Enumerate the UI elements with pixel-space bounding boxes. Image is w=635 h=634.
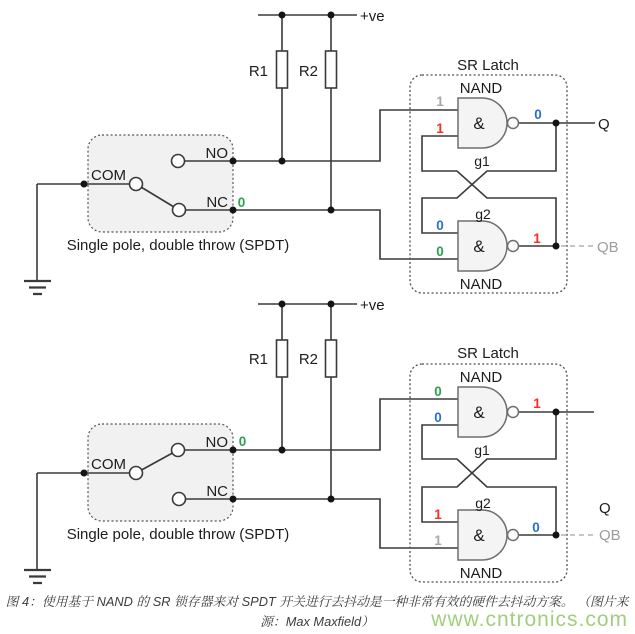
g2-label: g2	[475, 495, 491, 511]
g2-value-in-top: 1	[434, 507, 442, 522]
nand-bottom-label: NAND	[459, 276, 503, 293]
resistor-r1-body	[277, 340, 288, 377]
junction-dot	[328, 207, 335, 214]
ground-icon	[24, 570, 51, 583]
junction-dot	[279, 12, 286, 19]
g2-value-in-bottom: 1	[434, 533, 442, 548]
switch-no-terminal	[172, 155, 185, 168]
g1-invert-bubble	[508, 118, 519, 129]
g2-value-out: 0	[532, 520, 540, 535]
resistor-r1-label: R1	[248, 63, 268, 80]
junction-dot	[230, 447, 237, 454]
q-label: Q	[599, 500, 611, 517]
g1-and-symbol: &	[473, 403, 485, 422]
spdt-label: Single pole, double throw (SPDT)	[66, 526, 290, 543]
g1-value-in-bottom: 0	[434, 410, 442, 425]
junction-dot	[328, 301, 335, 308]
resistor-r2-body	[326, 51, 337, 88]
com-label: COM	[91, 167, 126, 184]
q-node-dot	[553, 120, 560, 127]
resistor-r1-label: R1	[248, 351, 268, 368]
junction-dot	[230, 496, 237, 503]
q-node-dot	[553, 409, 560, 416]
g1-value-in-top: 1	[436, 94, 444, 109]
qb-node-dot	[553, 243, 560, 250]
junction-dot	[328, 12, 335, 19]
g1-and-symbol: &	[473, 114, 485, 133]
g2-label: g2	[475, 206, 491, 222]
g2-invert-bubble	[508, 241, 519, 252]
circuit-2	[24, 297, 621, 583]
switch-com-terminal	[130, 467, 143, 480]
no-label: NO	[205, 145, 228, 162]
ground-icon	[24, 281, 51, 294]
nand-bottom-label: NAND	[459, 565, 503, 582]
g2-and-symbol: &	[473, 237, 485, 256]
resistor-r1-body	[277, 51, 288, 88]
resistor-wires	[282, 304, 331, 499]
junction-dot	[81, 470, 88, 477]
q-label: Q	[598, 116, 610, 133]
sr-latch-title: SR Latch	[457, 345, 519, 362]
switch-nc-terminal	[173, 204, 186, 217]
caption-line-1: 图 4：使用基于 NAND 的 SR 锁存器来对 SPDT 开关进行去抖动是一种非常有效的硬件去抖动方案。 （图片来	[5, 594, 629, 609]
resistor-r2-body	[326, 340, 337, 377]
qb-node-dot	[553, 532, 560, 539]
switch-nc-terminal	[173, 493, 186, 506]
caption-line-2: 源：Max Maxfield）	[260, 614, 374, 629]
circuit-1	[24, 8, 619, 294]
sr-latch-title: SR Latch	[457, 57, 519, 74]
junction-dot	[230, 158, 237, 165]
junction-dot	[279, 158, 286, 165]
g1-invert-bubble	[508, 407, 519, 418]
switch-com-terminal	[130, 178, 143, 191]
nand-top-label: NAND	[459, 369, 503, 386]
g2-value-in-bottom: 0	[436, 244, 444, 259]
qb-label: QB	[599, 527, 621, 544]
g2-value-in-top: 0	[436, 218, 444, 233]
watermark: www.cntronics.com	[431, 608, 628, 631]
nc-label: NC	[206, 194, 228, 211]
supply-label: +ve	[360, 297, 385, 314]
no-label: NO	[205, 434, 228, 451]
junction-dot	[230, 207, 237, 214]
nc-label: NC	[206, 483, 228, 500]
qb-label: QB	[597, 239, 619, 256]
junction-dot	[328, 496, 335, 503]
g1-value-out: 1	[533, 396, 541, 411]
switch-value: 0	[238, 434, 247, 449]
junction-dot	[279, 301, 286, 308]
g1-label: g1	[474, 442, 490, 458]
g2-invert-bubble	[508, 530, 519, 541]
g1-value-in-bottom: 1	[436, 121, 444, 136]
junction-dot	[81, 181, 88, 188]
g1-value-out: 0	[534, 107, 542, 122]
nand-top-label: NAND	[459, 80, 503, 97]
g1-label: g1	[474, 153, 490, 169]
junction-dot	[279, 447, 286, 454]
resistor-r2-label: R2	[298, 63, 318, 80]
resistor-wires	[282, 15, 331, 210]
supply-label: +ve	[360, 8, 385, 25]
switch-value: 0	[237, 195, 246, 210]
resistor-r2-label: R2	[298, 351, 318, 368]
g1-value-in-top: 0	[434, 384, 442, 399]
spdt-label: Single pole, double throw (SPDT)	[66, 237, 290, 254]
g2-value-out: 1	[533, 231, 541, 246]
switch-no-terminal	[172, 444, 185, 457]
com-label: COM	[91, 456, 126, 473]
g2-and-symbol: &	[473, 526, 485, 545]
